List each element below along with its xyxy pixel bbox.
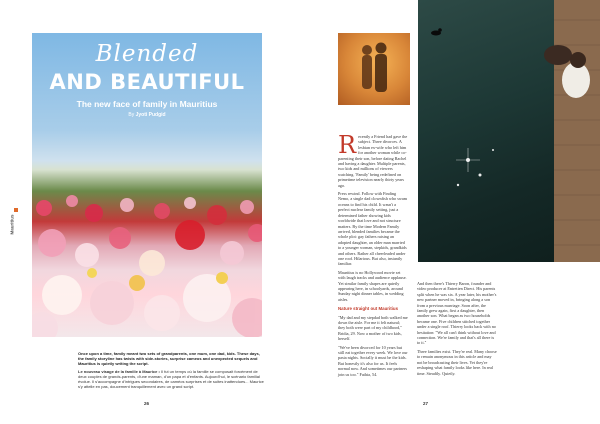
paragraph-7: Three families exist. They're real. Many choose to remain anonymous in this article and may not be broadcasting their lives. Yet they're reshaping what family looks like here. In real time. Steadily. Quietly. bbox=[417, 348, 497, 376]
pool-photo bbox=[418, 0, 600, 262]
page-number-left: 26 bbox=[144, 401, 150, 406]
section-tab bbox=[9, 208, 20, 238]
photo-caption bbox=[78, 351, 264, 389]
hero-photo-flower-field bbox=[32, 33, 262, 337]
page-number-right: 27 bbox=[423, 401, 429, 406]
byline-author: Jyoti Pudgid bbox=[135, 112, 166, 118]
section-subheading: Nature straight out Mauritius bbox=[338, 306, 399, 312]
paragraph-4: "My dad and my stepdad both walked me down the aisle. For me it felt natural; they both were part of my childhood," Bridia, 29. Now a mother of two kids, herself. bbox=[338, 314, 408, 342]
article-column-2 bbox=[417, 281, 497, 379]
caption-french-body: • Il fut un temps où la famille se composait forcément de deux couples de grands-parents, d'une maman, d'un papa et d'enfants. Aujourd'hui, le scénario familial évolue. Il s'accompagne d'intrigues secondaires, de caméos surprises et de suites inattendues... Maurice s'y attelle en pas, doucement tranquillement avec un grand script. bbox=[78, 369, 264, 389]
caption-lead: Once upon a time, family meant two sets of grandparents, one mum, one dad, kids. These days, the family storyline has twists with side-stories, surprise cameos and unexpected sequels and Mauritius is quietly writing the script. bbox=[78, 351, 260, 366]
paragraph-5: "We've been divorced for 10 years but still eat together every week. We love our pasta nights. Socially it must be the kids. But honestly it's also for us. It feels normal now. And sometimes our partners join us too." Fathia, 54. bbox=[338, 344, 408, 377]
caption-french bbox=[78, 369, 264, 389]
article-subtitle: The new face of family in Mauritius bbox=[76, 99, 218, 109]
section-tab-marker bbox=[14, 208, 18, 212]
paragraph-3: Mauritius is no Hollywood movie set with laugh tracks and audience applause. Yet similar family shapes are quietly appearing here, in schoolyards, around Sunday night dinner tables, in wedding aisles. bbox=[338, 269, 407, 302]
byline bbox=[32, 112, 262, 118]
byline-prefix: By bbox=[128, 112, 135, 118]
article-column-1 bbox=[338, 131, 408, 380]
silhouette-illustration bbox=[338, 33, 410, 105]
pool-illustration bbox=[418, 0, 600, 262]
section-tab-label: Mauritius bbox=[9, 214, 15, 235]
article-title-script: Blended bbox=[95, 41, 199, 67]
paragraph-1: Recently a Friend had gave the subject. Three divorces. A lesbian ex-wife who left him for another woman while co-parenting their son, before dating Rachel and having a daughter. Multiple parents, two kids and millions of viewers watching. 'Family' being redefined on primetime television nearly thirty years ago. bbox=[338, 131, 408, 188]
article-title-main: AND BEAUTIFUL bbox=[49, 70, 245, 94]
dropcap: R bbox=[338, 131, 357, 159]
caption-french-lead: Le nouveau visage de la famille à Maurice bbox=[78, 369, 158, 374]
paragraph-2: Press rewind. Follow with Finding Nemo, a single dad clownfish who swam oceans to find his child. It wasn't a perfect nuclear family setting, just a determined father showing kids worldwide that love and not structure matters. By the time Modern Family arrived, blended families became the whole plot: gay fathers raising an adopted daughter, an older man married to a younger woman, stepkids, grandkids and others. Rather all cheerleaded under one roof. Hilarious. But also, instantly familiar. bbox=[338, 191, 407, 267]
paragraph-6: And then there's Thierry Baron, founder and video producer at Entretien Direct. His parents split when he was six. A year later, his mother's new partner moved in, bringing along a son from a previous marriage. Soon after, the family grew again, first a daughter, then another son. What began as two households became one. Five children stitched together under a single roof. Thierry looks back with no hesitation: "We all can't think without love and connection. We're family and that's all there is to it." bbox=[417, 281, 497, 346]
couple-silhouette-photo bbox=[338, 33, 410, 105]
